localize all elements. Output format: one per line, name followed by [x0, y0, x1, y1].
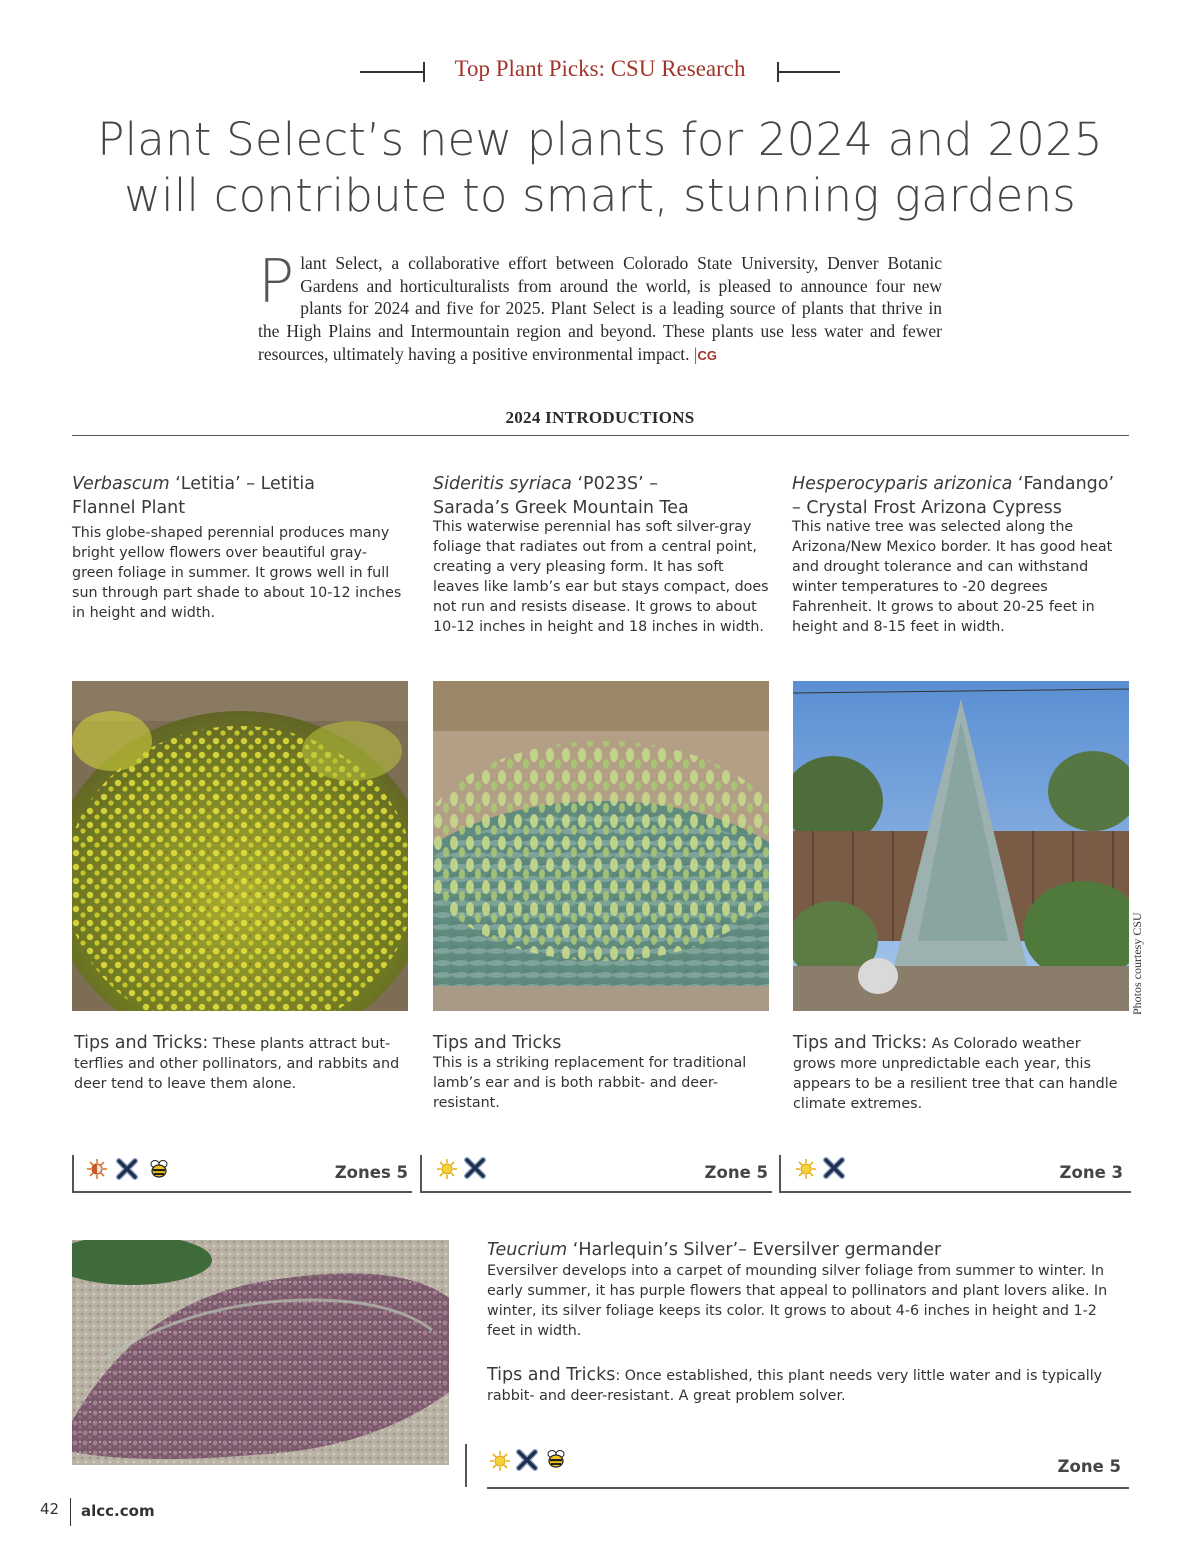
- zone-label: Zone 3: [1059, 1163, 1123, 1182]
- kicker: Top Plant Picks: CSU Research: [454, 56, 746, 81]
- plant-card-verbascum: [72, 472, 408, 623]
- section-rule: [72, 435, 1129, 436]
- pollinator-bee-icon: [148, 1158, 170, 1180]
- deer-resistant-icon: [516, 1449, 538, 1471]
- tips-verbascum: Tips and Tricks: These plants attract but-terflies and other pollinators, and rabbits and deer tend to leave them alone.: [74, 1033, 400, 1092]
- photo-credit: Photos courtesy CSU: [1130, 912, 1144, 1015]
- headline-line-1: Plant Select’s new plants for 2024 and 2025: [97, 113, 1103, 166]
- plant-title: Verbascum ‘Letitia’ – Letitia Flannel Plant: [72, 474, 315, 518]
- byline: CG: [697, 347, 717, 363]
- plant-title: Hesperocyparis arizonica ‘Fandango’ – Crystal Frost Arizona Cypress: [792, 474, 1115, 518]
- full-sun-icon: [795, 1158, 817, 1180]
- page-title: [60, 112, 1140, 224]
- plant-title: Sideritis syriaca ‘P023S’ – Sarada’s Greek Mountain Tea: [433, 474, 689, 518]
- deer-resistant-icon: [116, 1158, 138, 1180]
- intro-paragraph: Plant Select, a collaborative effort between Colorado State University, Denver Botanic Gardens and horticulturalists from around the world, is pleased to announce four new plants for 2024 and five for 2025. Plant Select is a leading source of plants that thrive in the High Plains and Intermountain region and beyond. These plants use less water and fewer resources, ultimately having a positive environmental impact. |CG: [258, 247, 942, 364]
- plant-description: This waterwise perennial has soft silver-gray foliage that radiates out from a central point, creating a very pleasing form. It has soft leaves like lamb’s ear but stays compact, does not run and resists disease. It grows to about 10-12 inches in height and 18 inches in width.: [433, 519, 769, 635]
- plant-title: Teucrium ‘Harlequin’s Silver’– Eversilver germander: [487, 1240, 942, 1260]
- plant-footer-bar: [779, 1155, 1131, 1193]
- plant-description: This native tree was selected along the Arizona/New Mexico border. It has good heat and drought tolerance and can withstand winter temperatures to -20 degrees Fahrenheit. It grows to about 20-25 feet in height and 8-15 feet in width.: [792, 519, 1113, 635]
- plant-card-sideritis: [433, 472, 769, 637]
- section-title: 2024 INTRODUCTIONS: [505, 408, 695, 427]
- plant-footer-bar: [420, 1155, 772, 1193]
- plant-footer-bar: [72, 1155, 412, 1193]
- tips-teucrium: Tips and Tricks: Once established, this plant needs very little water and is typically rabbit- and deer-resistant. A great problem solver.: [487, 1365, 1103, 1404]
- zone-label: Zones 5: [334, 1163, 408, 1182]
- footer-divider: [70, 1498, 71, 1526]
- plant-card-hesperocyparis: [792, 472, 1132, 637]
- deer-resistant-icon: [823, 1157, 845, 1179]
- site-link[interactable]: alcc.com: [81, 1502, 155, 1520]
- tips-sideritis: Tips and Tricks This is a striking replacement for traditional lamb’s ear and is both rabbit- and deer-resistant.: [433, 1033, 747, 1111]
- plant-footer-divider: [465, 1444, 467, 1487]
- plant-description: This globe-shaped perennial produces many bright yellow flowers over beautiful gray-green foliage in summer. It grows well in full sun through part shade to about 10-12 inches in height and width.: [72, 525, 402, 621]
- cypress-photo: [793, 681, 1129, 1011]
- zone-label: Zone 5: [704, 1163, 768, 1182]
- deer-resistant-icon: [464, 1157, 486, 1179]
- plant-card-teucrium: [487, 1238, 1127, 1341]
- intro-text: lant Select, a collaborative effort between Colorado State University, Denver Botanic Gardens and horticulturalists from around the world, is pleased to announce four new plants for 2024 and five for 2025. Plant Select is a leading source of plants that thrive in the High Plains and Intermountain region and beyond. These plants use less water and fewer resources, ultimately having a positive environmental impact.: [258, 253, 942, 364]
- full-sun-icon: [436, 1158, 458, 1180]
- sideritis-photo: [433, 681, 769, 1011]
- part-sun-icon: [86, 1158, 108, 1180]
- plant-description: Eversilver develops into a carpet of mounding silver foliage from summer to winter. In early summer, it has purple flowers that appeal to pollinators and plant lovers alike. In winter, its silver foliage keeps its color. It grows to about 4-6 inches in height and 1-2 feet in width.: [487, 1263, 1108, 1339]
- tips-hesperocyparis: Tips and Tricks: As Colorado weather grows more unpredictable each year, this appears to be a resilient tree that can handle climate extremes.: [793, 1033, 1118, 1112]
- zone-label: Zone 5: [1057, 1457, 1121, 1476]
- page-number: 42: [40, 1500, 60, 1518]
- pollinator-bee-icon: [545, 1448, 567, 1470]
- full-sun-icon: [489, 1450, 511, 1472]
- headline-line-2: will contribute to smart, stunning gardens: [124, 169, 1076, 222]
- drop-cap: P: [258, 247, 295, 317]
- teucrium-photo: [72, 1240, 449, 1465]
- plant-footer-bar: [487, 1445, 1129, 1489]
- verbascum-photo: [72, 681, 408, 1011]
